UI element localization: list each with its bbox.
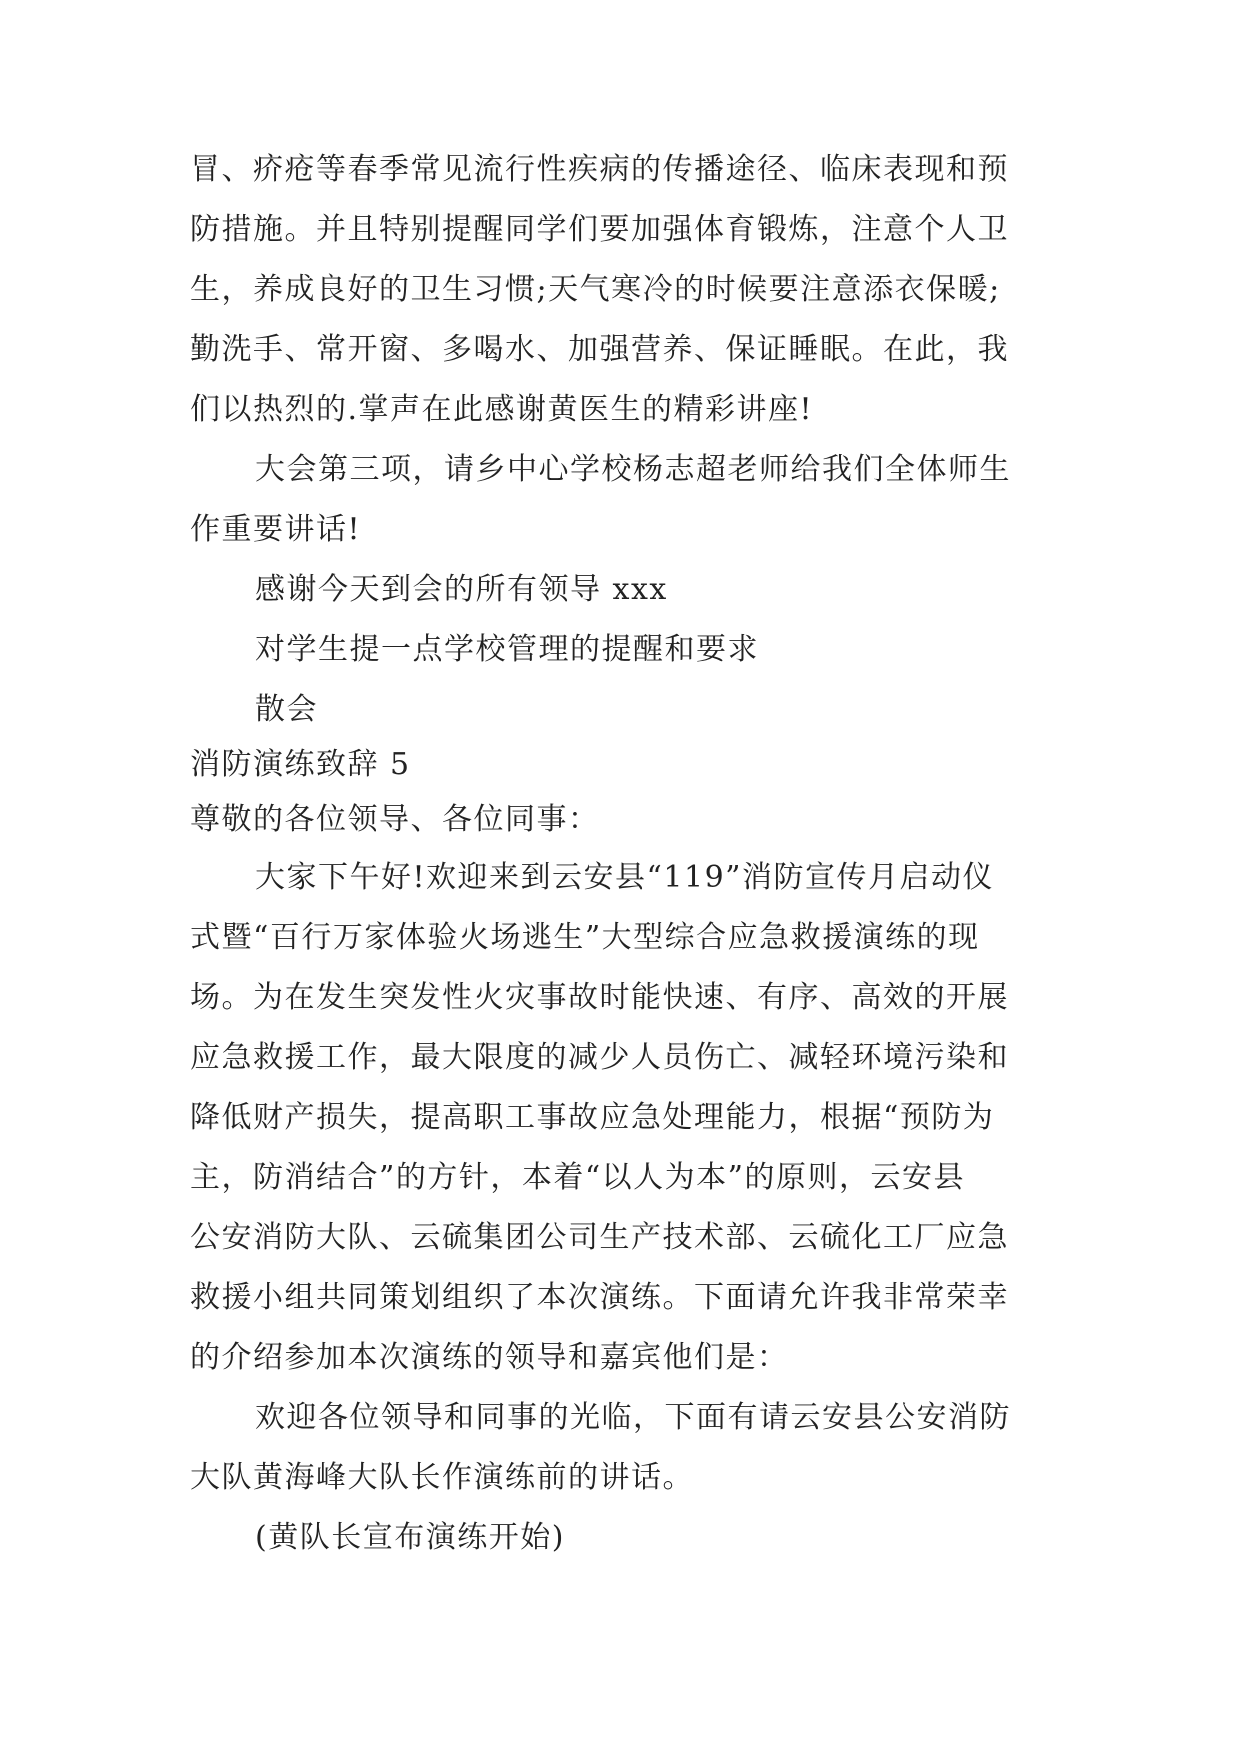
text-line: 生，养成良好的卫生习惯;天气寒冷的时候要注意添衣保暖;	[190, 272, 1001, 307]
text-line: 场。为在发生突发性火灾事故时能快速、有序、高效的开展	[190, 980, 1009, 1015]
text-line: 冒、疥疮等春季常见流行性疾病的传播途径、临床表现和预	[190, 152, 1009, 187]
text-line: 的介绍参加本次演练的领导和嘉宾他们是：	[190, 1340, 789, 1375]
text-line: 式暨“百行万家体验火场逃生”大型综合应急救援演练的现	[190, 920, 980, 955]
text-line: 感谢今天到会的所有领导 xxx	[255, 572, 668, 607]
text-line: 大家下午好!欢迎来到云安县“119”消防宣传月启动仪	[255, 860, 994, 895]
text-line: (黄队长宣布演练开始)	[255, 1520, 565, 1555]
text-line: 勤洗手、常开窗、多喝水、加强营养、保证睡眠。在此，我	[190, 332, 1009, 367]
text-line: 们以热烈的.掌声在此感谢黄医生的精彩讲座!	[190, 392, 814, 427]
text-line: 防措施。并且特别提醒同学们要加强体育锻炼，注意个人卫	[190, 212, 1009, 247]
text-line: 对学生提一点学校管理的提醒和要求	[255, 632, 759, 667]
text-line: 作重要讲话!	[190, 512, 362, 547]
text-line: 救援小组共同策划组织了本次演练。下面请允许我非常荣幸	[190, 1280, 1009, 1315]
text-line: 散会	[255, 692, 318, 727]
section-heading: 消防演练致辞 5	[190, 747, 411, 782]
text-line: 应急救援工作，最大限度的减少人员伤亡、减轻环境污染和	[190, 1040, 1009, 1075]
text-line: 大队黄海峰大队长作演练前的讲话。	[190, 1460, 694, 1495]
text-line: 主，防消结合”的方针，本着“以人为本”的原则，云安县	[190, 1160, 966, 1195]
salutation: 尊敬的各位领导、各位同事：	[190, 802, 600, 837]
text-line: 降低财产损失，提高职工事故应急处理能力，根据“预防为	[190, 1100, 995, 1135]
text-line: 大会第三项，请乡中心学校杨志超老师给我们全体师生	[255, 452, 1011, 487]
text-line: 欢迎各位领导和同事的光临，下面有请云安县公安消防	[255, 1400, 1011, 1435]
text-line: 公安消防大队、云硫集团公司生产技术部、云硫化工厂应急	[190, 1220, 1009, 1255]
